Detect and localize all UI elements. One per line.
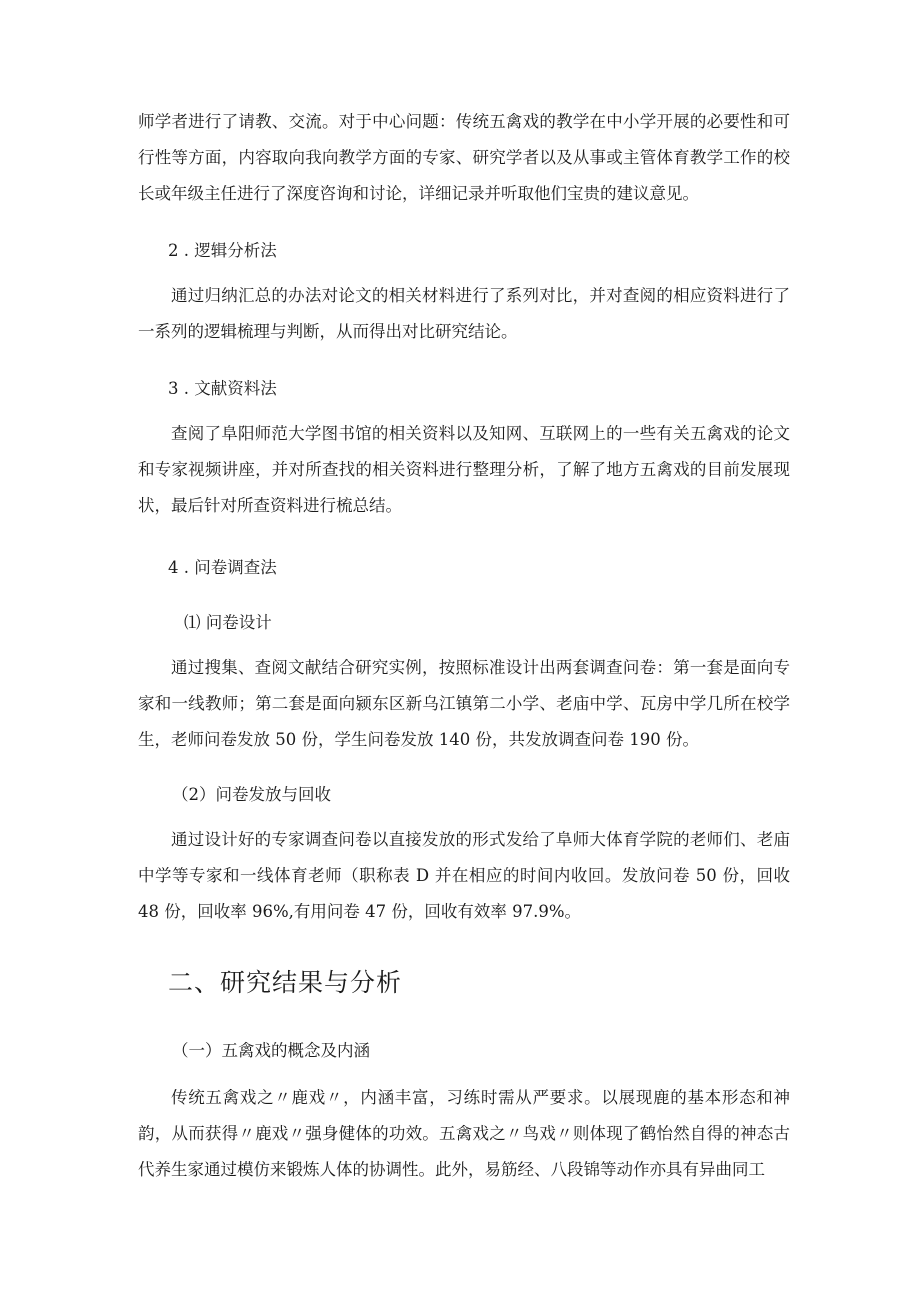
paragraph-expert-consultation: 师学者进行了请教、交流。对于中心问题：传统五禽戏的教学在中小学开展的必要性和可行性等方面，内容取向我向教学方面的专家、研究学者以及从事或主管体育教学工作的校长或年级主任进行了深度咨询和讨论，详细记录并听取他们宝贵的建议意见。 [138,112,790,203]
heading-literature-method: 3 . 文献资料法 [168,379,277,398]
heading-logic-analysis: 2 . 逻辑分析法 [168,241,277,260]
paragraph-questionnaire-design: 通过搜集、查阅文献结合研究实例，按照标准设计出两套调查问卷：第一套是面向专家和一线教师；第二套是面向颍东区新乌江镇第二小学、老庙中学、瓦房中学几所在校学生，老师问卷发放 50 份，学生问卷发放 140 份，共发放调查问卷 190 份。 [138,658,790,749]
paragraph-concept: 传统五禽戏之〃鹿戏〃，内涵丰富，习练时需从严要求。以展现鹿的基本形态和神韵，从而获得〃鹿戏〃强身健体的功效。五禽戏之〃鸟戏〃则体现了鹤怡然自得的神态古代养生家通过模仿来锻炼人体的协调性。此外，易筋经、八段锦等动作亦具有异曲同工 [138,1088,790,1179]
heading-questionnaire-distribution: （2）问卷发放与回收 [172,785,331,804]
paragraph-questionnaire-distribution: 通过设计好的专家调查问卷以直接发放的形式发给了阜师大体育学院的老师们、老庙中学等专家和一线体育老师（职称表 D 并在相应的时间内收回。发放问卷 50 份，回收 48 份，回收率 96%,有用问卷 47 份，回收有效率 97.9%。 [138,830,790,921]
heading-questionnaire-design: ⑴ 问卷设计 [184,613,272,632]
subsection-title-concept: （一）五禽戏的概念及内涵 [172,1041,370,1060]
section-title-results-analysis: 二、研究结果与分析 [168,968,403,997]
paragraph-logic-analysis: 通过归纳汇总的办法对论文的相关材料进行了系列对比，并对查阅的相应资料进行了一系列的逻辑梳理与判断，从而得出对比研究结论。 [138,286,790,341]
heading-survey-method: 4 . 问卷调查法 [168,558,277,577]
paragraph-literature-method: 查阅了阜阳师范大学图书馆的相关资料以及知网、互联网上的一些有关五禽戏的论文和专家视频讲座，并对所查找的相关资料进行整理分析，了解了地方五禽戏的目前发展现状，最后针对所查资料进行梳总结。 [138,424,790,515]
